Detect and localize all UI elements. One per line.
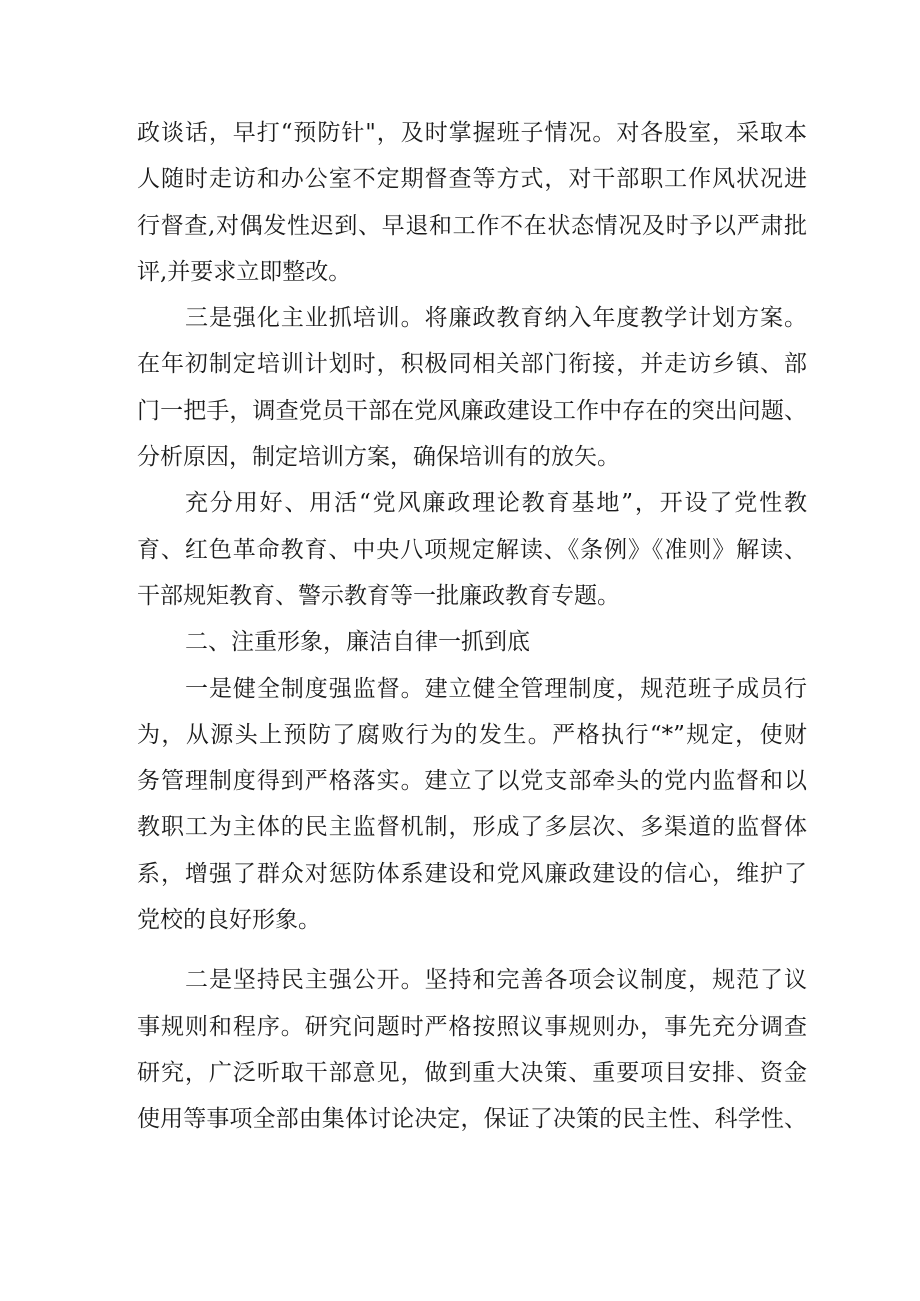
text-line: 评,并要求立即整改。: [137, 258, 352, 285]
text-line: 分析原因，制定培训方案，确保培训有的放矢。: [137, 444, 620, 471]
text-line: 充分用好、用活“党风廉政理论教育基地”，开设了党性教: [185, 490, 807, 517]
paragraph-2: [137, 295, 807, 480]
text-line: 教职工为主体的民主监督机制，形成了多层次、多渠道的监督体: [137, 814, 807, 841]
text-line: 二是坚持民主强公开。坚持和完善各项会议制度，规范了议: [185, 967, 807, 994]
text-line: 三是强化主业抓培训。将廉政教育纳入年度教学计划方案。: [185, 305, 807, 332]
text-line: 为，从源头上预防了腐败行为的发生。严格执行“*”规定，使财: [137, 721, 807, 748]
heading-line: 二、注重形象，廉洁自律一抓到底: [185, 629, 530, 656]
text-line: 使用等事项全部由集体讨论决定，保证了决策的民主性、科学性、: [137, 1106, 807, 1133]
paragraph-3: [137, 480, 807, 619]
text-line: 干部规矩教育、警示教育等一批廉政教育专题。: [137, 582, 620, 609]
paragraph-gap: [137, 943, 807, 957]
paragraph-6: [137, 957, 807, 1142]
text-line: 行督查,对偶发性迟到、早退和工作不在状态情况及时予以严肃批: [137, 212, 807, 239]
section-heading: [137, 619, 807, 665]
text-line: 门一把手，调查党员干部在党风廉政建设工作中存在的突出问题、: [137, 397, 807, 424]
text-line: 系，增强了群众对惩防体系建设和党风廉政建设的信心，维护了: [137, 860, 807, 887]
text-line: 一是健全制度强监督。建立健全管理制度，规范班子成员行: [185, 675, 807, 702]
text-line: 研究，广泛听取干部意见，做到重大决策、重要项目安排、资金: [137, 1059, 807, 1086]
text-line: 党校的良好形象。: [137, 907, 321, 934]
paragraph-5: [137, 666, 807, 944]
paragraph-1: [137, 110, 807, 295]
text-line: 务管理制度得到严格落实。建立了以党支部牵头的党内监督和以: [137, 768, 807, 795]
text-line: 育、红色革命教育、中央八项规定解读、《条例》《准则》解读、: [137, 536, 807, 563]
text-line: 政谈话，早打“预防针"，及时掌握班子情况。对各股室，采取本: [137, 120, 807, 146]
text-line: 在年初制定培训计划时，积极同相关部门衔接，并走访乡镇、部: [137, 351, 807, 378]
text-line: 人随时走访和办公室不定期督查等方式，对干部职工作风状况进: [137, 166, 807, 193]
document-body: [137, 110, 807, 1143]
text-line: 事规则和程序。研究问题时严格按照议事规则办，事先充分调查: [137, 1013, 807, 1040]
